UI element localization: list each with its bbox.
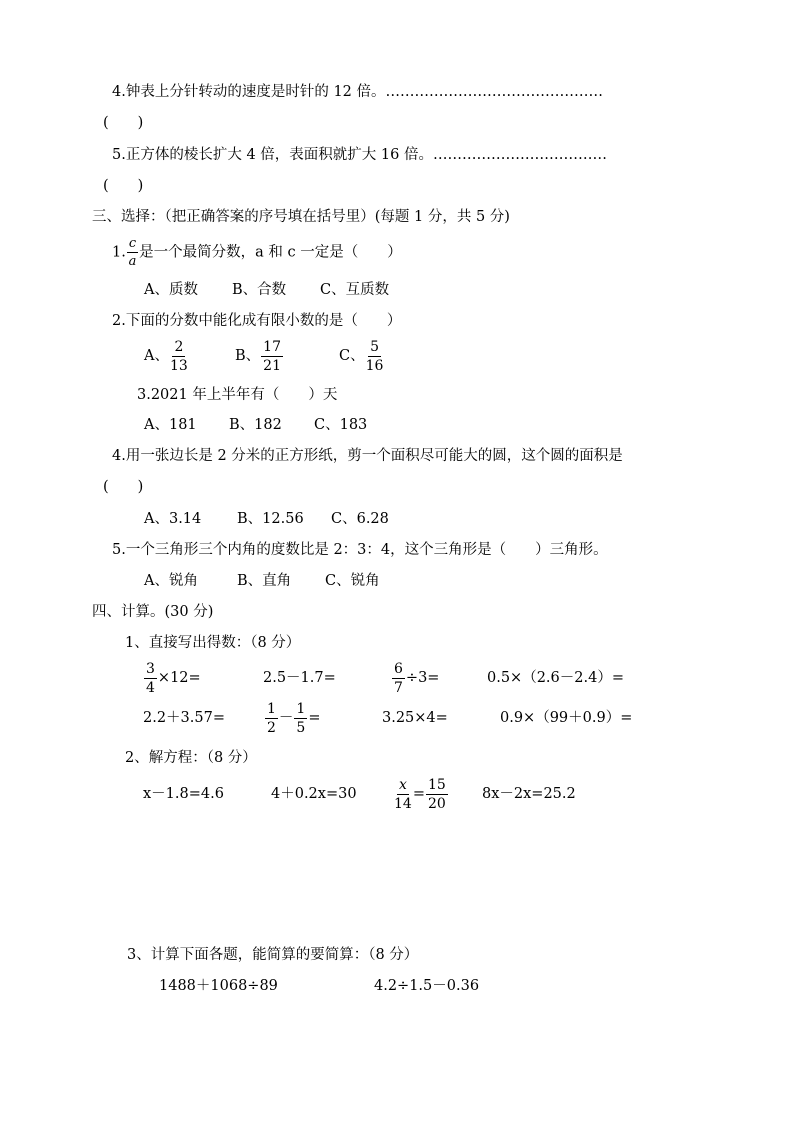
option-b[interactable]: B、182	[229, 417, 282, 433]
option-c[interactable]: C、锐角	[325, 573, 380, 589]
option-a[interactable]: A、3.14	[144, 511, 202, 527]
fraction	[265, 702, 278, 735]
option-c[interactable]: C、183	[314, 417, 368, 433]
fraction-numerator: 17	[263, 338, 281, 355]
fraction-numerator: 5	[370, 338, 379, 355]
fraction-denominator: 14	[394, 795, 412, 812]
option-b[interactable]: B、12.56	[237, 511, 304, 527]
equals-sign: =	[308, 710, 321, 726]
calc-item-2.2-plus-3.57: 2.2＋3.57=	[143, 710, 225, 726]
calc-section-heading: 四、计算。(30 分)	[92, 604, 214, 620]
option-a[interactable]: A、质数	[144, 282, 198, 298]
question-number: 1.	[112, 244, 126, 261]
fraction	[392, 662, 405, 695]
equals-sign: =	[412, 786, 425, 802]
choice-q4-answer-paren[interactable]: ( )	[103, 479, 144, 495]
calc-item-3-4-times-12	[143, 658, 201, 698]
option-b[interactable]: B、合数	[232, 282, 287, 298]
option-label: C、	[339, 348, 365, 364]
fraction-numerator: 2	[174, 338, 184, 355]
option-a[interactable]: A、181	[144, 417, 197, 433]
calc-item-6-7-div-3	[391, 658, 439, 698]
expression-rest: ÷3=	[405, 670, 440, 686]
fraction-numerator: 15	[427, 776, 446, 793]
fraction	[394, 778, 412, 811]
fraction-denominator: 20	[427, 795, 446, 812]
fraction	[170, 340, 188, 373]
operator: －	[278, 710, 294, 726]
calc-part1-title: 1、直接写出得数：（8 分）	[125, 635, 301, 651]
option-c[interactable]	[339, 338, 384, 374]
fraction-numerator: 1	[267, 700, 276, 717]
tf-question-5: 5.正方体的棱长扩大 4 倍，表面积就扩大 16 倍。………………………………	[112, 147, 607, 163]
choice-question-1	[112, 237, 402, 268]
fraction-numerator: 3	[146, 660, 155, 677]
option-b[interactable]	[235, 337, 339, 375]
fraction	[366, 340, 384, 373]
fraction-denominator: 5	[296, 719, 306, 736]
option-c[interactable]: C、6.28	[331, 511, 389, 527]
fraction-denominator: 2	[267, 719, 276, 736]
choice-q4-options	[144, 509, 389, 529]
fraction-numerator: 6	[394, 660, 403, 677]
fraction-denominator: 16	[365, 357, 384, 374]
fraction	[144, 662, 157, 695]
option-label: B、	[235, 348, 261, 364]
choice-q1-options	[144, 280, 389, 300]
choice-q3-options	[144, 415, 367, 435]
choice-question-5: 5.一个三角形三个内角的度数比是 2：3：4，这个三角形是（ ）三角形。	[112, 542, 608, 558]
tf-answer-paren-5[interactable]: ( )	[103, 178, 144, 194]
fraction-numerator: x	[398, 776, 407, 793]
equation-2: 4＋0.2x=30	[271, 786, 357, 802]
fraction-denominator: 7	[394, 679, 403, 696]
tf-answer-paren-4[interactable]: ( )	[103, 115, 144, 131]
fraction-numerator: c	[128, 236, 137, 251]
fraction-c-over-a	[127, 237, 138, 268]
choice-q5-options	[144, 571, 380, 591]
option-a[interactable]: A、锐角	[144, 573, 198, 589]
calc-item-0.5-times-paren: 0.5×（2.6－2.4）=	[487, 670, 624, 686]
fraction-denominator: 21	[263, 357, 281, 374]
calc-item-2.5-minus-1.7: 2.5－1.7=	[263, 670, 336, 686]
fraction	[426, 778, 448, 811]
question-text: 是一个最简分数，a 和 c 一定是（ ）	[139, 244, 402, 261]
choice-q2-options	[144, 337, 384, 375]
expression-rest: ×12=	[157, 670, 201, 686]
calc-part3-title: 3、计算下面各题，能简算的要简算：（8 分）	[127, 947, 419, 963]
calc-item-3.25-times-4: 3.25×4=	[382, 710, 448, 726]
equation-4: 8x－2x=25.2	[482, 786, 576, 802]
fraction-denominator: 13	[169, 357, 188, 374]
tf-question-4: 4.钟表上分针转动的速度是时针的 12 倍。………………………………………	[112, 84, 604, 100]
equation-3	[393, 774, 449, 814]
choice-section-heading: 三、选择：（把正确答案的序号填在括号里）(每题 1 分，共 5 分)	[92, 209, 510, 225]
fraction-denominator: a	[128, 254, 137, 269]
simplify-problem-2: 4.2÷1.5－0.36	[374, 978, 480, 994]
choice-question-4: 4.用一张边长是 2 分米的正方形纸，剪一个面积尽可能大的圆，这个圆的面积是	[112, 448, 623, 464]
option-c[interactable]: C、互质数	[320, 282, 390, 298]
equation-1: x－1.8=4.6	[143, 786, 224, 802]
fraction	[294, 702, 307, 735]
simplify-problem-1: 1488＋1068÷89	[159, 978, 278, 994]
option-b[interactable]: B、直角	[237, 573, 292, 589]
choice-question-2: 2.下面的分数中能化成有限小数的是（ ）	[112, 313, 402, 329]
option-a[interactable]	[144, 337, 235, 375]
calc-item-half-minus-fifth	[264, 698, 321, 738]
calc-item-0.9-times-paren: 0.9×（99＋0.9）=	[500, 710, 633, 726]
fraction-denominator: 4	[146, 679, 155, 696]
calc-part2-title: 2、解方程：（8 分）	[125, 750, 257, 766]
fraction	[261, 340, 283, 373]
option-label: A、	[144, 348, 169, 364]
fraction-numerator: 1	[296, 700, 306, 717]
choice-question-3: 3.2021 年上半年有（ ）天	[137, 387, 338, 403]
